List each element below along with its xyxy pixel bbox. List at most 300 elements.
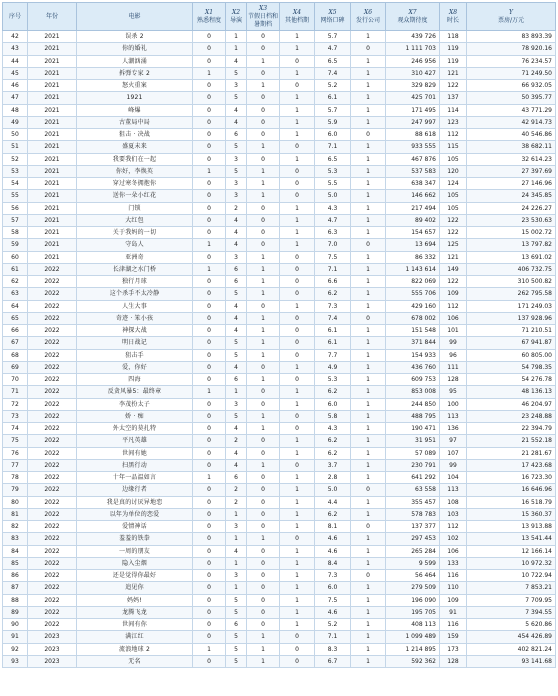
cell-y: 16 723.30 bbox=[467, 472, 556, 484]
cell-y: 21 552.18 bbox=[467, 435, 556, 447]
cell-x8: 112 bbox=[440, 129, 467, 141]
cell-x5: 6.2 bbox=[315, 447, 351, 459]
cell-year: 2022 bbox=[28, 435, 77, 447]
column-label-id: 序号 bbox=[8, 12, 21, 20]
cell-x7: 678 002 bbox=[386, 312, 440, 324]
cell-x6: 1 bbox=[351, 557, 386, 569]
cell-year: 2022 bbox=[28, 398, 77, 410]
cell-x8: 105 bbox=[440, 190, 467, 202]
cell-x5: 5.9 bbox=[315, 116, 351, 128]
cell-x5: 6.1 bbox=[315, 337, 351, 349]
cell-x5: 6.2 bbox=[315, 386, 351, 398]
column-label-x6: 发行公司 bbox=[355, 16, 380, 24]
cell-x5: 7.7 bbox=[315, 349, 351, 361]
cell-x4: 0 bbox=[280, 423, 315, 435]
cell-year: 2021 bbox=[28, 214, 77, 226]
cell-x7: 467 876 bbox=[386, 153, 440, 165]
cell-y: 54 798.35 bbox=[467, 361, 556, 373]
table-body bbox=[3, 31, 556, 668]
cell-x1: 0 bbox=[193, 251, 226, 263]
cell-x7: 190 471 bbox=[386, 423, 440, 435]
table-row bbox=[3, 67, 556, 79]
table-row bbox=[3, 276, 556, 288]
cell-year: 2022 bbox=[28, 606, 77, 618]
cell-id: 63 bbox=[3, 288, 28, 300]
cell-year: 2021 bbox=[28, 116, 77, 128]
cell-id: 93 bbox=[3, 655, 28, 667]
cell-x1: 0 bbox=[193, 153, 226, 165]
cell-x3: 0 bbox=[247, 116, 280, 128]
table-row bbox=[3, 288, 556, 300]
column-variable-x8: X8 bbox=[448, 8, 458, 16]
cell-x6: 1 bbox=[351, 423, 386, 435]
cell-x5: 7.5 bbox=[315, 251, 351, 263]
table-row bbox=[3, 496, 556, 508]
cell-x5: 6.1 bbox=[315, 92, 351, 104]
cell-x3: 1 bbox=[247, 55, 280, 67]
cell-movie: 误杀 2 bbox=[77, 31, 193, 43]
cell-x4: 1 bbox=[280, 361, 315, 373]
cell-x8: 125 bbox=[440, 239, 467, 251]
cell-x3: 0 bbox=[247, 545, 280, 557]
cell-x7: 154 933 bbox=[386, 349, 440, 361]
cell-x1: 0 bbox=[193, 141, 226, 153]
cell-x3: 0 bbox=[247, 92, 280, 104]
cell-year: 2021 bbox=[28, 178, 77, 190]
header-row bbox=[3, 3, 556, 31]
cell-y: 40 546.86 bbox=[467, 129, 556, 141]
cell-x2: 6 bbox=[226, 276, 247, 288]
cell-year: 2021 bbox=[28, 80, 77, 92]
cell-movie: 独行月球 bbox=[77, 276, 193, 288]
cell-x1: 1 bbox=[193, 67, 226, 79]
cell-movie: 明日战记 bbox=[77, 337, 193, 349]
cell-x1: 0 bbox=[193, 545, 226, 557]
cell-x6: 1 bbox=[351, 545, 386, 557]
cell-movie: 狙击 · 决战 bbox=[77, 129, 193, 141]
cell-x5: 5.0 bbox=[315, 190, 351, 202]
cell-x4: 0 bbox=[280, 631, 315, 643]
cell-year: 2022 bbox=[28, 594, 77, 606]
cell-x3: 1 bbox=[247, 263, 280, 275]
table-row bbox=[3, 374, 556, 386]
cell-x6: 1 bbox=[351, 104, 386, 116]
cell-y: 12 166.14 bbox=[467, 545, 556, 557]
cell-x3: 1 bbox=[247, 643, 280, 655]
cell-movie: 追见你 bbox=[77, 582, 193, 594]
cell-year: 2021 bbox=[28, 227, 77, 239]
cell-x7: 853 008 bbox=[386, 386, 440, 398]
column-header-x3 bbox=[247, 3, 280, 31]
cell-year: 2022 bbox=[28, 325, 77, 337]
cell-y: 13 541.44 bbox=[467, 533, 556, 545]
cell-y: 402 821.24 bbox=[467, 643, 556, 655]
cell-x8: 122 bbox=[440, 276, 467, 288]
cell-y: 262 795.58 bbox=[467, 288, 556, 300]
cell-x6: 1 bbox=[351, 178, 386, 190]
cell-id: 82 bbox=[3, 521, 28, 533]
cell-x3: 0 bbox=[247, 606, 280, 618]
cell-x8: 95 bbox=[440, 386, 467, 398]
cell-x6: 1 bbox=[351, 116, 386, 128]
cell-x4: 1 bbox=[280, 435, 315, 447]
table-row bbox=[3, 129, 556, 141]
cell-x5: 6.7 bbox=[315, 655, 351, 667]
cell-id: 67 bbox=[3, 337, 28, 349]
cell-year: 2022 bbox=[28, 484, 77, 496]
column-header-x7 bbox=[386, 3, 440, 31]
cell-x8: 128 bbox=[440, 374, 467, 386]
cell-x1: 0 bbox=[193, 31, 226, 43]
cell-x3: 1 bbox=[247, 349, 280, 361]
cell-x4: 0 bbox=[280, 337, 315, 349]
column-header-x6 bbox=[351, 3, 386, 31]
cell-y: 24 345.85 bbox=[467, 190, 556, 202]
cell-x4: 1 bbox=[280, 521, 315, 533]
column-label-year: 年份 bbox=[45, 12, 58, 20]
table-row bbox=[3, 435, 556, 447]
cell-x8: 103 bbox=[440, 508, 467, 520]
cell-id: 52 bbox=[3, 153, 28, 165]
cell-x7: 1 143 614 bbox=[386, 263, 440, 275]
cell-x5: 4.3 bbox=[315, 202, 351, 214]
cell-movie: 长津湖之水门桥 bbox=[77, 263, 193, 275]
cell-x3: 0 bbox=[247, 472, 280, 484]
cell-y: 7 394.55 bbox=[467, 606, 556, 618]
cell-x6: 1 bbox=[351, 447, 386, 459]
table-row bbox=[3, 521, 556, 533]
table-row bbox=[3, 619, 556, 631]
cell-y: 310 500.82 bbox=[467, 276, 556, 288]
cell-movie: 盛夏未来 bbox=[77, 141, 193, 153]
cell-movie: 无名 bbox=[77, 655, 193, 667]
cell-x4: 1 bbox=[280, 116, 315, 128]
cell-x1: 0 bbox=[193, 55, 226, 67]
cell-x6: 1 bbox=[351, 582, 386, 594]
cell-x8: 116 bbox=[440, 619, 467, 631]
cell-x4: 0 bbox=[280, 165, 315, 177]
cell-x7: 137 377 bbox=[386, 521, 440, 533]
cell-x8: 99 bbox=[440, 459, 467, 471]
cell-x7: 578 783 bbox=[386, 508, 440, 520]
cell-x1: 0 bbox=[193, 435, 226, 447]
cell-x3: 1 bbox=[247, 374, 280, 386]
cell-x4: 0 bbox=[280, 655, 315, 667]
cell-x8: 121 bbox=[440, 67, 467, 79]
cell-x1: 0 bbox=[193, 374, 226, 386]
cell-x1: 0 bbox=[193, 557, 226, 569]
cell-x4: 1 bbox=[280, 557, 315, 569]
column-label-x2: 导演 bbox=[229, 16, 242, 24]
cell-y: 23 530.63 bbox=[467, 214, 556, 226]
cell-year: 2022 bbox=[28, 276, 77, 288]
cell-x2: 2 bbox=[226, 484, 247, 496]
cell-x5: 6.2 bbox=[315, 435, 351, 447]
table-row bbox=[3, 472, 556, 484]
cell-x2: 5 bbox=[226, 655, 247, 667]
film-boxoffice-table bbox=[2, 2, 556, 668]
cell-x2: 3 bbox=[226, 251, 247, 263]
cell-y: 7 853.21 bbox=[467, 582, 556, 594]
cell-x2: 4 bbox=[226, 545, 247, 557]
cell-x8: 114 bbox=[440, 104, 467, 116]
cell-id: 51 bbox=[3, 141, 28, 153]
cell-movie: 以年为单位的恋爱 bbox=[77, 508, 193, 520]
cell-x6: 1 bbox=[351, 631, 386, 643]
cell-x7: 425 701 bbox=[386, 92, 440, 104]
cell-x2: 1 bbox=[226, 557, 247, 569]
cell-id: 90 bbox=[3, 619, 28, 631]
cell-x8: 122 bbox=[440, 227, 467, 239]
cell-movie: 你的婚礼 bbox=[77, 43, 193, 55]
cell-x5: 5.2 bbox=[315, 619, 351, 631]
cell-x8: 112 bbox=[440, 300, 467, 312]
cell-x4: 0 bbox=[280, 80, 315, 92]
cell-x1: 0 bbox=[193, 459, 226, 471]
cell-x6: 0 bbox=[351, 312, 386, 324]
cell-x2: 5 bbox=[226, 349, 247, 361]
cell-y: 21 281.67 bbox=[467, 447, 556, 459]
cell-y: 60 805.00 bbox=[467, 349, 556, 361]
cell-x3: 0 bbox=[247, 67, 280, 79]
cell-x7: 196 090 bbox=[386, 594, 440, 606]
cell-x4: 1 bbox=[280, 92, 315, 104]
cell-x6: 1 bbox=[351, 67, 386, 79]
cell-x6: 1 bbox=[351, 386, 386, 398]
cell-movie: 峰爆 bbox=[77, 104, 193, 116]
cell-id: 53 bbox=[3, 165, 28, 177]
column-label-x5: 网络口碑 bbox=[320, 16, 345, 24]
cell-x6: 1 bbox=[351, 398, 386, 410]
cell-x8: 121 bbox=[440, 251, 467, 263]
cell-x4: 1 bbox=[280, 472, 315, 484]
column-label-x4: 其他档期 bbox=[284, 16, 309, 24]
cell-id: 83 bbox=[3, 533, 28, 545]
cell-x8: 123 bbox=[440, 116, 467, 128]
cell-y: 13 913.88 bbox=[467, 521, 556, 533]
cell-x2: 6 bbox=[226, 472, 247, 484]
cell-year: 2021 bbox=[28, 31, 77, 43]
cell-x6: 1 bbox=[351, 227, 386, 239]
cell-x6: 1 bbox=[351, 251, 386, 263]
cell-x7: 246 956 bbox=[386, 55, 440, 67]
cell-x7: 13 694 bbox=[386, 239, 440, 251]
cell-id: 46 bbox=[3, 80, 28, 92]
cell-x3: 0 bbox=[247, 521, 280, 533]
table-header bbox=[3, 3, 556, 31]
cell-x1: 0 bbox=[193, 447, 226, 459]
cell-movie: 你好，李焕英 bbox=[77, 165, 193, 177]
cell-x6: 0 bbox=[351, 570, 386, 582]
cell-x6: 1 bbox=[351, 361, 386, 373]
cell-id: 88 bbox=[3, 594, 28, 606]
cell-x3: 0 bbox=[247, 582, 280, 594]
cell-x3: 1 bbox=[247, 533, 280, 545]
cell-movie: 满江红 bbox=[77, 631, 193, 643]
cell-x1: 0 bbox=[193, 655, 226, 667]
cell-x1: 0 bbox=[193, 349, 226, 361]
cell-x4: 1 bbox=[280, 214, 315, 226]
cell-x5: 6.0 bbox=[315, 582, 351, 594]
cell-x2: 1 bbox=[226, 31, 247, 43]
cell-x2: 4 bbox=[226, 459, 247, 471]
cell-x6: 0 bbox=[351, 43, 386, 55]
table-row bbox=[3, 606, 556, 618]
cell-movie: 四海 bbox=[77, 374, 193, 386]
cell-x4: 1 bbox=[280, 239, 315, 251]
cell-id: 68 bbox=[3, 349, 28, 361]
cell-movie: 狙击手 bbox=[77, 349, 193, 361]
cell-x3: 0 bbox=[247, 227, 280, 239]
cell-x4: 0 bbox=[280, 141, 315, 153]
cell-x6: 1 bbox=[351, 202, 386, 214]
cell-year: 2022 bbox=[28, 263, 77, 275]
cell-x8: 111 bbox=[440, 361, 467, 373]
cell-x2: 3 bbox=[226, 521, 247, 533]
cell-y: 17 423.68 bbox=[467, 459, 556, 471]
cell-x7: 371 844 bbox=[386, 337, 440, 349]
cell-x3: 0 bbox=[247, 508, 280, 520]
cell-x3: 0 bbox=[247, 214, 280, 226]
cell-movie: 大红包 bbox=[77, 214, 193, 226]
cell-x7: 151 548 bbox=[386, 325, 440, 337]
cell-y: 15 002.72 bbox=[467, 227, 556, 239]
cell-x5: 4.7 bbox=[315, 214, 351, 226]
cell-x2: 6 bbox=[226, 619, 247, 631]
cell-movie: 1921 bbox=[77, 92, 193, 104]
cell-x5: 4.6 bbox=[315, 533, 351, 545]
cell-x8: 97 bbox=[440, 435, 467, 447]
cell-id: 76 bbox=[3, 447, 28, 459]
cell-y: 10 972.32 bbox=[467, 557, 556, 569]
cell-x2: 3 bbox=[226, 570, 247, 582]
cell-x7: 9 599 bbox=[386, 557, 440, 569]
cell-x5: 4.4 bbox=[315, 496, 351, 508]
cell-x3: 1 bbox=[247, 80, 280, 92]
cell-x4: 0 bbox=[280, 533, 315, 545]
cell-year: 2021 bbox=[28, 190, 77, 202]
cell-movie: 龙腾飞龙 bbox=[77, 606, 193, 618]
cell-x5: 6.1 bbox=[315, 325, 351, 337]
cell-id: 47 bbox=[3, 92, 28, 104]
table-row bbox=[3, 263, 556, 275]
cell-x8: 113 bbox=[440, 484, 467, 496]
cell-x6: 1 bbox=[351, 214, 386, 226]
cell-y: 78 920.16 bbox=[467, 43, 556, 55]
cell-x3: 0 bbox=[247, 386, 280, 398]
cell-x7: 31 951 bbox=[386, 435, 440, 447]
cell-x1: 0 bbox=[193, 312, 226, 324]
cell-x1: 0 bbox=[193, 104, 226, 116]
column-variable-x2: X2 bbox=[231, 8, 241, 16]
cell-y: 66 932.05 bbox=[467, 80, 556, 92]
table-row bbox=[3, 545, 556, 557]
cell-y: 406 732.75 bbox=[467, 263, 556, 275]
cell-x7: 638 347 bbox=[386, 178, 440, 190]
cell-x4: 1 bbox=[280, 570, 315, 582]
cell-movie: 外太空的莫扎特 bbox=[77, 423, 193, 435]
cell-x4: 0 bbox=[280, 643, 315, 655]
cell-x2: 3 bbox=[226, 178, 247, 190]
cell-x3: 1 bbox=[247, 165, 280, 177]
cell-x5: 5.8 bbox=[315, 410, 351, 422]
cell-x7: 217 494 bbox=[386, 202, 440, 214]
cell-year: 2021 bbox=[28, 129, 77, 141]
cell-id: 85 bbox=[3, 557, 28, 569]
cell-id: 65 bbox=[3, 312, 28, 324]
cell-y: 13 691.02 bbox=[467, 251, 556, 263]
cell-x1: 0 bbox=[193, 43, 226, 55]
cell-x6: 1 bbox=[351, 472, 386, 484]
cell-y: 13 797.82 bbox=[467, 239, 556, 251]
cell-x7: 537 583 bbox=[386, 165, 440, 177]
cell-movie: 娇 · 痴 bbox=[77, 410, 193, 422]
cell-id: 49 bbox=[3, 116, 28, 128]
cell-x2: 4 bbox=[226, 312, 247, 324]
table-row bbox=[3, 300, 556, 312]
cell-y: 32 614.23 bbox=[467, 153, 556, 165]
cell-x4: 1 bbox=[280, 496, 315, 508]
cell-x2: 4 bbox=[226, 447, 247, 459]
cell-x5: 6.2 bbox=[315, 508, 351, 520]
cell-x2: 5 bbox=[226, 631, 247, 643]
cell-x5: 7.1 bbox=[315, 631, 351, 643]
column-label-x3: 节假日档和暑期档 bbox=[247, 12, 278, 28]
cell-x8: 106 bbox=[440, 312, 467, 324]
table-row bbox=[3, 214, 556, 226]
cell-x6: 1 bbox=[351, 92, 386, 104]
table-row bbox=[3, 582, 556, 594]
cell-id: 45 bbox=[3, 67, 28, 79]
cell-x2: 5 bbox=[226, 288, 247, 300]
cell-x2: 1 bbox=[226, 582, 247, 594]
cell-x5: 8.4 bbox=[315, 557, 351, 569]
cell-x6: 1 bbox=[351, 619, 386, 631]
cell-x2: 4 bbox=[226, 239, 247, 251]
cell-x5: 5.3 bbox=[315, 165, 351, 177]
cell-x6: 1 bbox=[351, 31, 386, 43]
cell-y: 50 395.77 bbox=[467, 92, 556, 104]
column-variable-x5: X5 bbox=[328, 8, 337, 16]
cell-x7: 822 069 bbox=[386, 276, 440, 288]
column-label-x8: 时长 bbox=[446, 16, 459, 24]
cell-y: 22 394.79 bbox=[467, 423, 556, 435]
cell-y: 83 893.39 bbox=[467, 31, 556, 43]
cell-x7: 297 453 bbox=[386, 533, 440, 545]
cell-x3: 0 bbox=[247, 202, 280, 214]
cell-x5: 6.3 bbox=[315, 227, 351, 239]
cell-x7: 329 829 bbox=[386, 80, 440, 92]
cell-movie: 爱情神话 bbox=[77, 521, 193, 533]
cell-year: 2022 bbox=[28, 374, 77, 386]
cell-movie: 关于我妈的一切 bbox=[77, 227, 193, 239]
table-row bbox=[3, 239, 556, 251]
column-header-x1 bbox=[193, 3, 226, 31]
cell-y: 71 210.51 bbox=[467, 325, 556, 337]
cell-x4: 1 bbox=[280, 447, 315, 459]
cell-movie: 这个杀手不太冷静 bbox=[77, 288, 193, 300]
cell-x3: 0 bbox=[247, 129, 280, 141]
cell-x3: 1 bbox=[247, 337, 280, 349]
cell-x6: 1 bbox=[351, 594, 386, 606]
cell-x1: 0 bbox=[193, 410, 226, 422]
cell-x8: 133 bbox=[440, 557, 467, 569]
cell-x4: 0 bbox=[280, 349, 315, 361]
cell-x8: 115 bbox=[440, 141, 467, 153]
cell-x8: 105 bbox=[440, 202, 467, 214]
column-label-x1: 熟悉程度 bbox=[196, 16, 221, 24]
cell-x3: 0 bbox=[247, 31, 280, 43]
